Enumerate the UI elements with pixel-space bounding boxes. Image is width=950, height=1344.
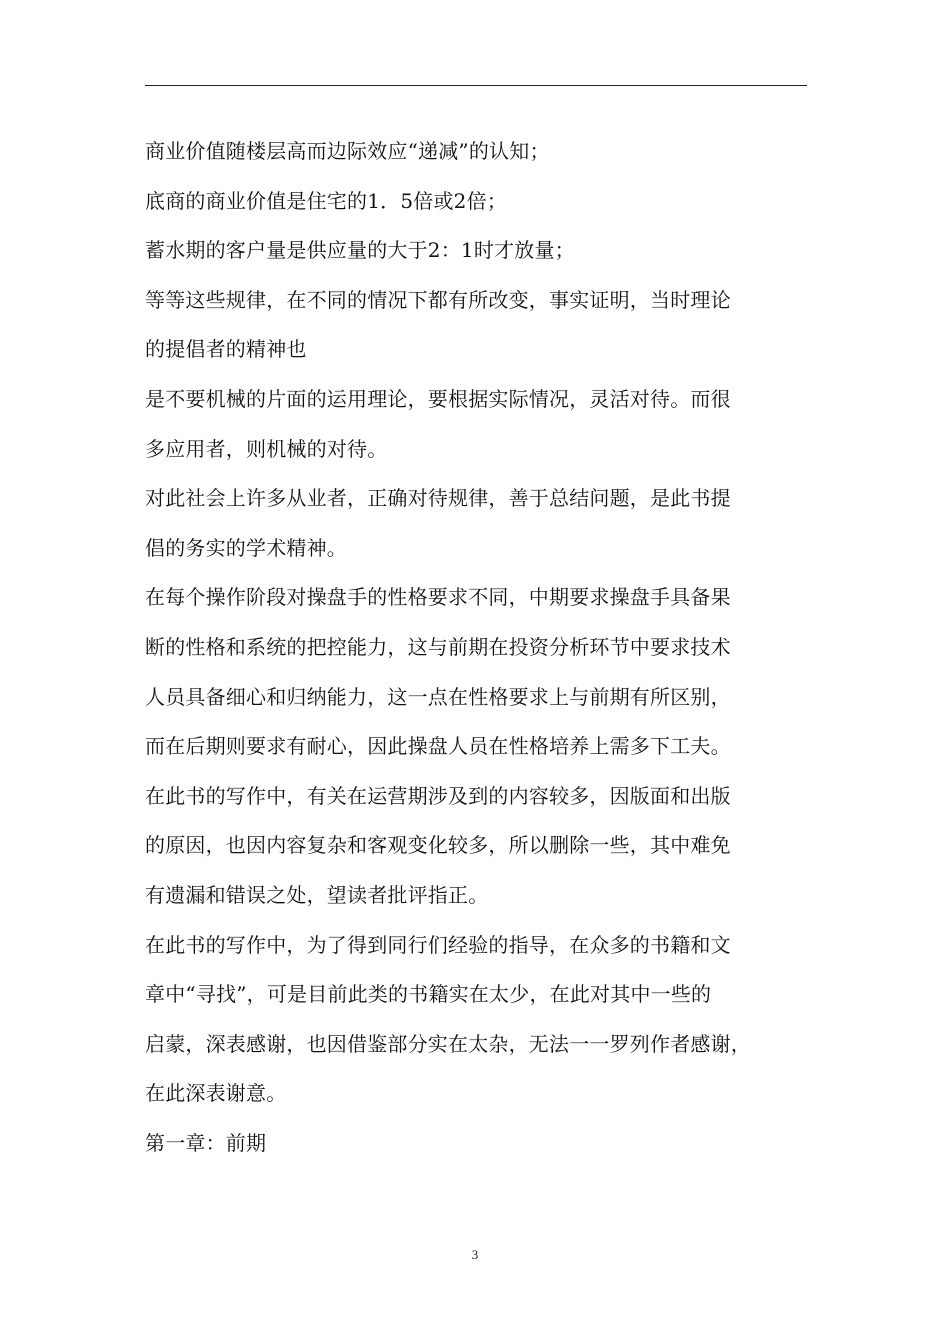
text-line: 启蒙，深表感谢，也因借鉴部分实在太杂，无法一一罗列作者感谢， bbox=[145, 1031, 751, 1056]
text-line: 在此书的写作中，有关在运营期涉及到的内容较多，因版面和出版 bbox=[145, 783, 731, 808]
text-line: 而在后期则要求有耐心，因此操盘人员在性格培养上需多下工夫。 bbox=[145, 734, 731, 759]
header-rule bbox=[145, 85, 807, 86]
text-line: 多应用者，则机械的对待。 bbox=[145, 436, 388, 461]
text-line: 的提倡者的精神也 bbox=[145, 337, 307, 362]
text-line: 有遗漏和错误之处，望读者批评指正。 bbox=[145, 882, 489, 907]
text-line: 底商的商业价值是住宅的1．5倍或2倍； bbox=[145, 188, 507, 213]
text-line: 在此书的写作中，为了得到同行们经验的指导，在众多的书籍和文 bbox=[145, 932, 731, 957]
text-line: 等等这些规律，在不同的情况下都有所改变，事实证明，当时理论 bbox=[145, 287, 731, 312]
text-line: 倡的务实的学术精神。 bbox=[145, 535, 347, 560]
text-line: 在此深表谢意。 bbox=[145, 1081, 287, 1106]
text-line: 是不要机械的片面的运用理论，要根据实际情况，灵活对待。而很 bbox=[145, 386, 731, 411]
chapter-heading: 第一章：前期 bbox=[145, 1130, 267, 1155]
text-line: 人员具备细心和归纳能力，这一点在性格要求上与前期有所区别， bbox=[145, 684, 731, 709]
text-line: 章中“寻找”，可是目前此类的书籍实在太少，在此对其中一些的 bbox=[145, 982, 712, 1007]
text-line: 蓄水期的客户量是供应量的大于2：1时才放量； bbox=[145, 238, 575, 263]
text-line: 的原因，也因内容复杂和客观变化较多，所以删除一些，其中难免 bbox=[145, 833, 731, 858]
body-text bbox=[145, 127, 807, 1168]
text-line: 在每个操作阶段对操盘手的性格要求不同，中期要求操盘手具备果 bbox=[145, 585, 731, 610]
page-number: 3 bbox=[471, 1247, 479, 1262]
text-line: 对此社会上许多从业者，正确对待规律，善于总结问题，是此书提 bbox=[145, 486, 731, 511]
text-line: 商业价值随楼层高而边际效应“递减”的认知； bbox=[145, 139, 550, 163]
text-line: 断的性格和系统的把控能力，这与前期在投资分析环节中要求技术 bbox=[145, 634, 731, 659]
